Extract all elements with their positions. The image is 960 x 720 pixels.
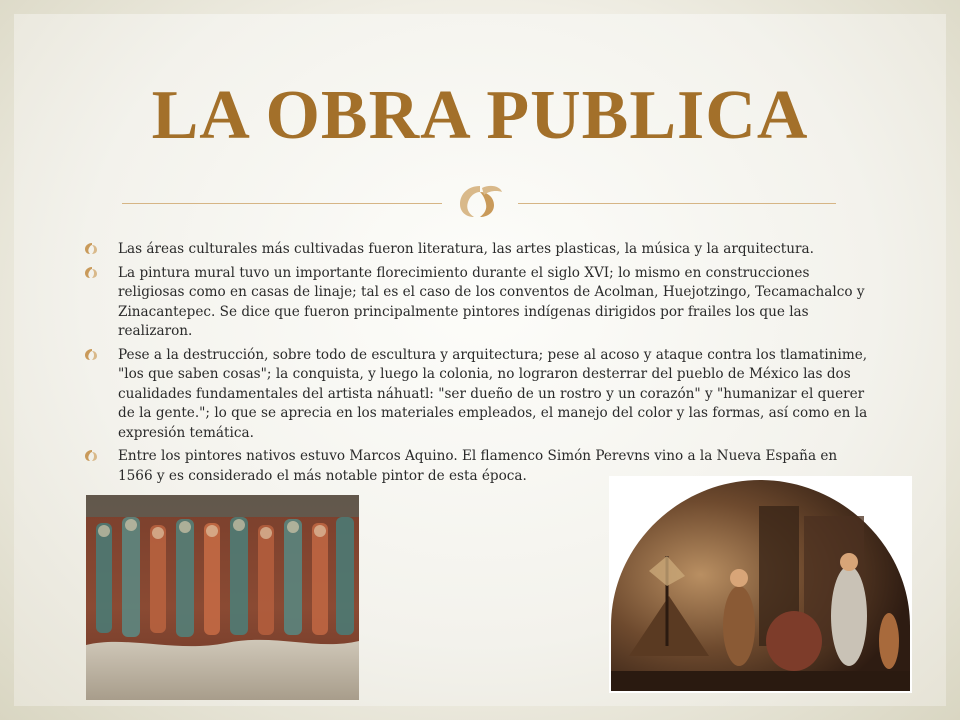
bullet-text: Pese a la destrucción, sobre todo de escultura y arquitectura; pese al acoso y ataque contra los tlamatinime, "los que saben cosas"; la conquista, y luego la colonia, no lograron desterrar del pueblo de México las dos cualidades fundamentales del artista náhuatl: "ser dueño de un rostro y un corazón" y "humanizar el querer de la gente."; lo que se aprecia en los materiales empleados, el manejo del color y las formas, así como en la expresión temática. [118,346,868,441]
leaf-bullet-icon [84,242,118,258]
title-divider-right [518,203,836,204]
bullet-list [84,240,874,490]
mural-image [86,495,359,700]
slide-title: LA OBRA PUBLICA [151,77,809,154]
title-divider-left [122,203,442,204]
bullet-text: La pintura mural tuvo un importante florecimiento durante el siglo XVI; lo mismo en construcciones religiosas como en casas de linaje; tal es el caso de los conventos de Acolman, Huejotzingo, Tecamachalco y Zinacantepec. Se dice que fueron principalmente pintores indígenas dirigidos por frailes los que las realizaron. [118,264,865,339]
list-item [84,240,874,260]
leaf-bullet-icon [84,348,118,364]
leaf-ornament-icon [452,182,508,220]
list-item [84,346,874,444]
bullet-text: Las áreas culturales más cultivadas fueron literatura, las artes plasticas, la música y la arquitectura. [118,241,814,257]
list-item [84,264,874,342]
leaf-bullet-icon [84,266,118,282]
bullet-text: Entre los pintores nativos estuvo Marcos Aquino. El flamenco Simón Perevns vino a la Nueva España en 1566 y es considerado el más notable pintor de esta época. [118,448,838,484]
colonial-painting-image [609,476,912,693]
leaf-bullet-icon [84,449,118,465]
